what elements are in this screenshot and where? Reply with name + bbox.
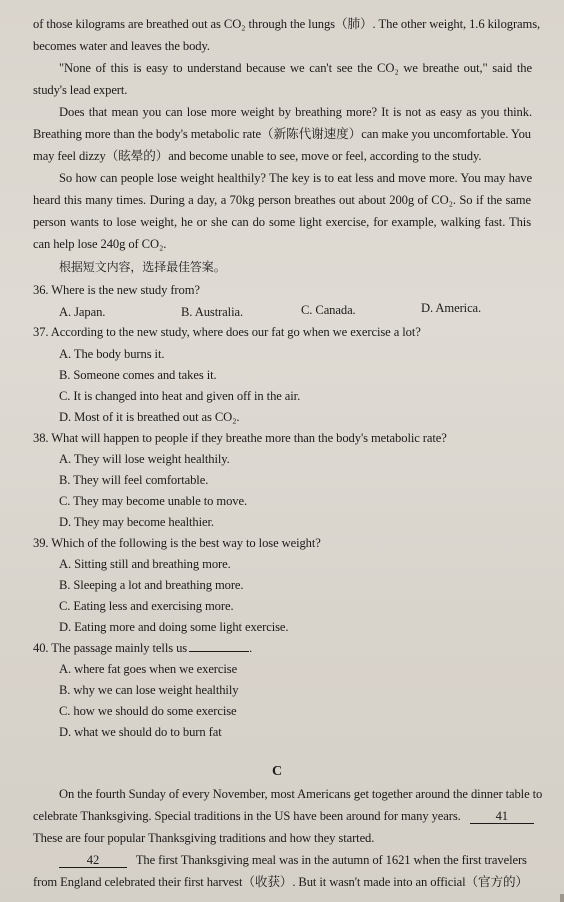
passage-line: Breathing more than the body's metabolic rate（新陈代谢速度）can make you uncomfortable. You bbox=[33, 127, 531, 141]
passage-line: heard this many times. During a day, a 70kg person breathes out about 200g of CO₂. So if the same bbox=[33, 193, 531, 207]
option: C. Eating less and exercising more. bbox=[59, 599, 234, 613]
option: A. They will lose weight healthily. bbox=[59, 452, 230, 466]
option: C. They may become unable to move. bbox=[59, 494, 248, 508]
option: D. Most of it is breathed out as CO₂. bbox=[59, 410, 240, 424]
passage-line: of those kilograms are breathed out as CO₂ through the lungs（肺）. The other weight, 1.6 kilograms, bbox=[33, 17, 541, 31]
option: A. Japan. bbox=[59, 305, 106, 319]
question-stem-text: 40. The passage mainly tells us bbox=[33, 641, 188, 655]
blank-42: 42 bbox=[59, 853, 127, 868]
passage-line: becomes water and leaves the body. bbox=[33, 39, 210, 53]
passage-line: may feel dizzy（眩晕的）and become unable to see, move or feel, according to the study. bbox=[33, 149, 482, 163]
instruction: 根据短文内容，选择最佳答案。 bbox=[59, 260, 226, 274]
option: D. America. bbox=[421, 301, 482, 315]
passage-line: "None of this is easy to understand because we can't see the CO₂ we breathe out," said the bbox=[59, 61, 532, 75]
passage-text: celebrate Thanksgiving. Special traditions in the US have been around for many years. bbox=[33, 809, 461, 823]
passage-line: from England celebrated their first harvest（收获）. But it wasn't made into an official（官方的） bbox=[33, 875, 529, 889]
option: B. Someone comes and takes it. bbox=[59, 368, 217, 382]
option: D. what we should do to burn fat bbox=[59, 725, 222, 739]
option: C. how we should do some exercise bbox=[59, 704, 237, 718]
option: A. The body burns it. bbox=[59, 347, 165, 361]
stem-period: . bbox=[249, 641, 253, 655]
option: B. They will feel comfortable. bbox=[59, 473, 209, 487]
question-stem bbox=[33, 640, 252, 656]
question-stem: 39. Which of the following is the best way to lose weight? bbox=[33, 536, 321, 550]
blank-41: 41 bbox=[470, 809, 534, 824]
option: B. why we can lose weight healthily bbox=[59, 683, 239, 697]
passage-line bbox=[59, 852, 527, 868]
answer-blank bbox=[189, 651, 249, 652]
passage-line: These are four popular Thanksgiving traditions and how they started. bbox=[33, 831, 375, 845]
passage-line: Does that mean you can lose more weight by breathing more? It is not as easy as you think. bbox=[59, 105, 532, 119]
section-heading: C bbox=[272, 764, 283, 779]
option: D. Eating more and doing some light exercise. bbox=[59, 620, 289, 634]
passage-text: The first Thanksgiving meal was in the autumn of 1621 when the first travelers bbox=[135, 853, 527, 867]
option: B. Australia. bbox=[181, 305, 244, 319]
question-stem: 38. What will happen to people if they breathe more than the body's metabolic rate? bbox=[33, 431, 447, 445]
option: A. where fat goes when we exercise bbox=[59, 662, 238, 676]
passage-line: person wants to lose weight, he or she can do some light exercise, for example, walking fast. This bbox=[33, 215, 531, 229]
question-stem: 37. According to the new study, where does our fat go when we exercise a lot? bbox=[33, 325, 421, 339]
option: D. They may become healthier. bbox=[59, 515, 214, 529]
passage-line: On the fourth Sunday of every November, most Americans get together around the dinner table to bbox=[59, 787, 543, 801]
option: A. Sitting still and breathing more. bbox=[59, 557, 231, 571]
option: B. Sleeping a lot and breathing more. bbox=[59, 578, 244, 592]
passage-line bbox=[33, 808, 534, 824]
passage-line: So how can people lose weight healthily? The key is to eat less and move more. You may have bbox=[59, 171, 532, 185]
passage-line: study's lead expert. bbox=[33, 83, 128, 97]
option: C. Canada. bbox=[301, 303, 356, 317]
page-edge-mark bbox=[560, 894, 564, 902]
passage-line: can help lose 240g of CO₂. bbox=[33, 237, 167, 251]
option: C. It is changed into heat and given off in the air. bbox=[59, 389, 301, 403]
question-stem: 36. Where is the new study from? bbox=[33, 283, 200, 297]
